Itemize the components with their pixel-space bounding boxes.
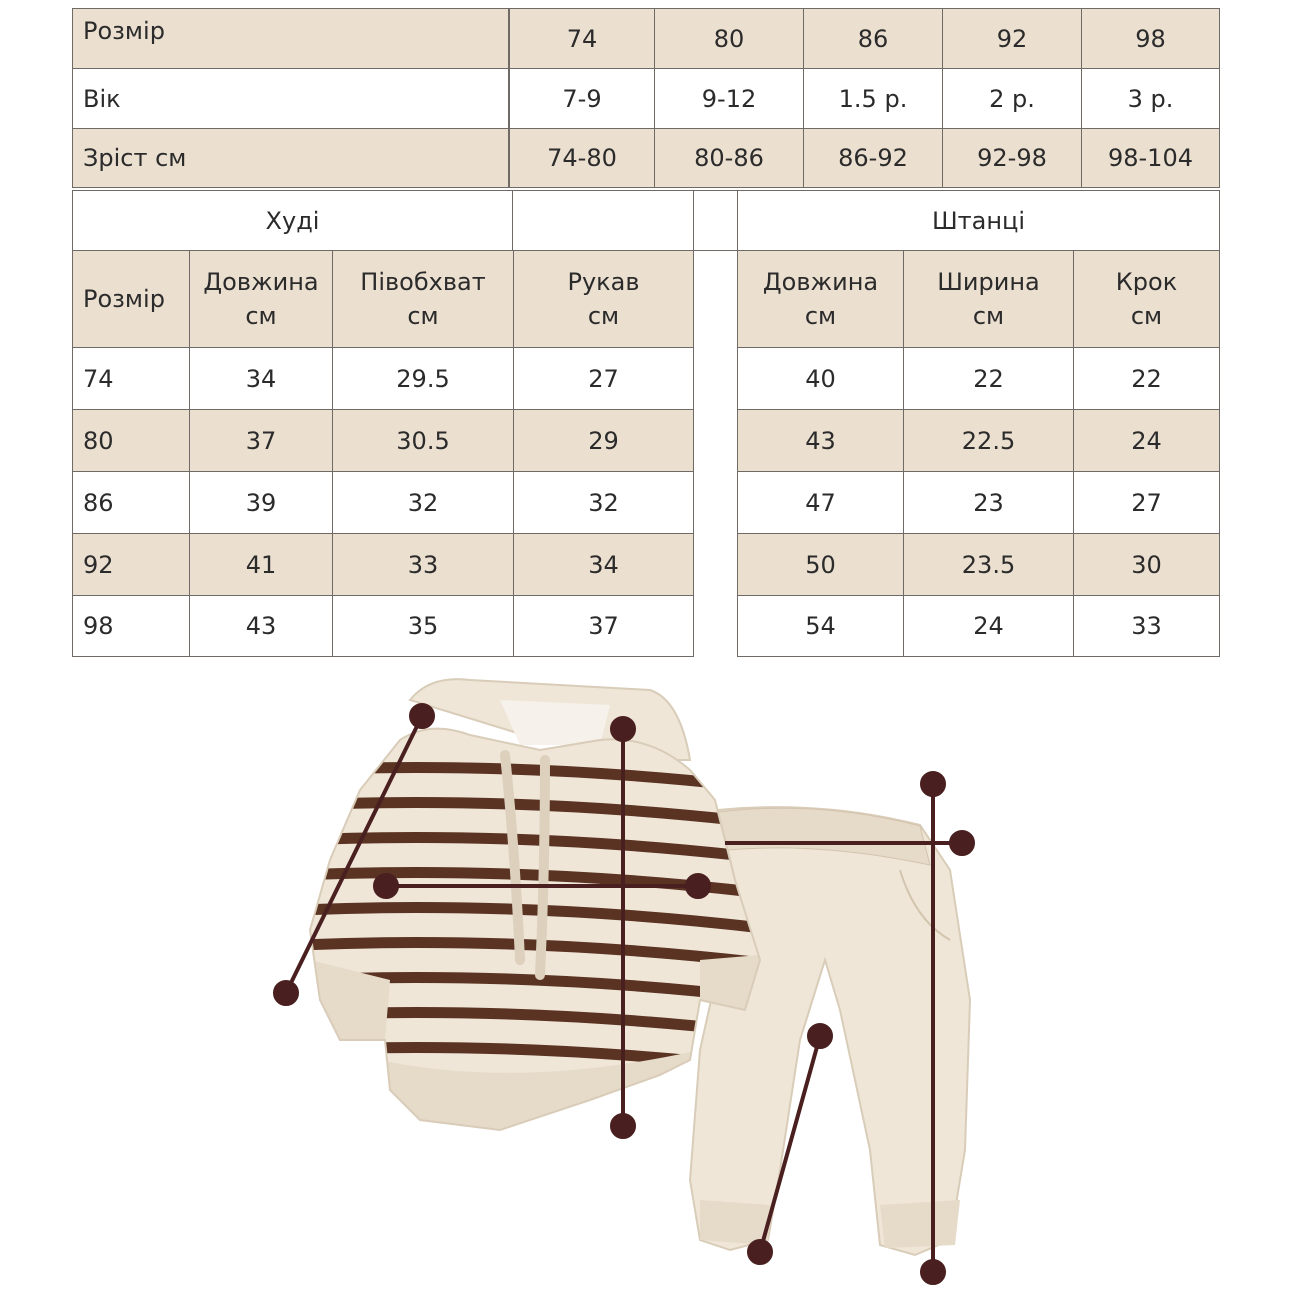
height-value: 74-80: [509, 128, 655, 188]
hoodie-cell: 43: [189, 595, 333, 657]
height-value: 86-92: [803, 128, 943, 188]
pants-cell: 33: [1073, 595, 1220, 657]
hoodie-cell: 29.5: [332, 347, 514, 410]
hoodie-cell: 41: [189, 533, 333, 596]
size-value: 86: [803, 8, 943, 69]
age-value: 1.5 р.: [803, 68, 943, 129]
height-value: 92-98: [942, 128, 1082, 188]
pants-cell: 24: [1073, 409, 1220, 472]
age-value: 2 р.: [942, 68, 1082, 129]
pants-cell: 54: [737, 595, 904, 657]
hoodie-cell: 98: [72, 595, 190, 657]
pants-header-length: Довжина см: [737, 250, 904, 348]
hoodie-cell: 92: [72, 533, 190, 596]
pants-cell: 27: [1073, 471, 1220, 534]
pants-cell: 22: [903, 347, 1074, 410]
age-value: 7-9: [509, 68, 655, 129]
pants-cell: 24: [903, 595, 1074, 657]
pants-cell: 47: [737, 471, 904, 534]
pants-cell: 50: [737, 533, 904, 596]
height-label: Зріст см: [72, 128, 509, 188]
hoodie-cell: 30.5: [332, 409, 514, 472]
pants-cell: 22: [1073, 347, 1220, 410]
size-value: 80: [654, 8, 804, 69]
age-value: 9-12: [654, 68, 804, 129]
hoodie-cell: 34: [189, 347, 333, 410]
size-label: Розмір: [72, 8, 509, 69]
hoodie-cell: 37: [513, 595, 694, 657]
hoodie-header-size: Розмір: [72, 250, 190, 348]
pants-cell: 40: [737, 347, 904, 410]
hoodie-cell: 27: [513, 347, 694, 410]
hoodie-cell: 33: [332, 533, 514, 596]
hoodie-cell: 29: [513, 409, 694, 472]
pants-cell: 23.5: [903, 533, 1074, 596]
pants-title: Штанці: [737, 190, 1220, 251]
height-value: 80-86: [654, 128, 804, 188]
hoodie-header-length: Довжина см: [189, 250, 333, 348]
height-value: 98-104: [1081, 128, 1220, 188]
age-value: 3 р.: [1081, 68, 1220, 129]
size-value: 92: [942, 8, 1082, 69]
size-value: 98: [1081, 8, 1220, 69]
hoodie-cell: 35: [332, 595, 514, 657]
hoodie-cell: 32: [513, 471, 694, 534]
hoodie-header-sleeve: Рукав см: [513, 250, 694, 348]
pants-cell: 23: [903, 471, 1074, 534]
hoodie-title: Худі: [72, 190, 513, 251]
pants-cell: 22.5: [903, 409, 1074, 472]
pants-header-width: Ширина см: [903, 250, 1074, 348]
hoodie-cell: 34: [513, 533, 694, 596]
hoodie-cell: 74: [72, 347, 190, 410]
pants-cell: 43: [737, 409, 904, 472]
hoodie-cell: 39: [189, 471, 333, 534]
age-label: Вік: [72, 68, 509, 129]
hoodie-cell: 37: [189, 409, 333, 472]
pants-cell: 30: [1073, 533, 1220, 596]
hoodie-cell: 32: [332, 471, 514, 534]
hoodie-cell: 86: [72, 471, 190, 534]
size-value: 74: [509, 8, 655, 69]
pants-header-inseam: Крок см: [1073, 250, 1220, 348]
hoodie-cell: 80: [72, 409, 190, 472]
hoodie-header-half-chest: Півобхват см: [332, 250, 514, 348]
